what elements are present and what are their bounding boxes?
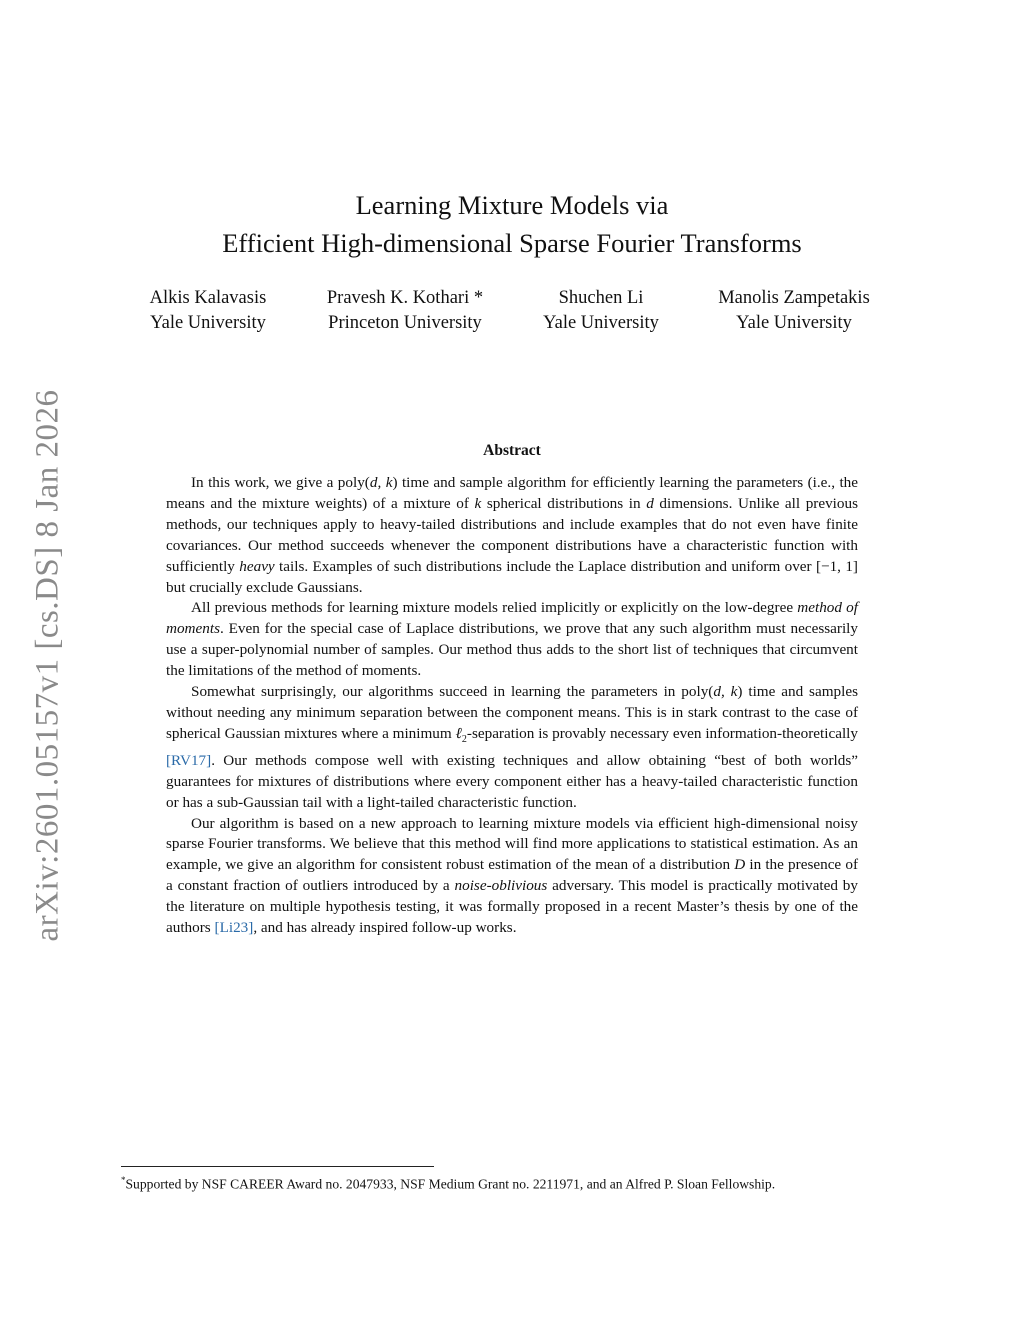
author-affiliation: Princeton University <box>328 313 482 333</box>
author-list <box>0 286 1024 346</box>
citation-link-rv17[interactable]: [RV17] <box>166 751 212 769</box>
author-name: Shuchen Li <box>558 288 644 308</box>
paper-title-line-1: Learning Mixture Models via <box>355 190 669 220</box>
author-block <box>522 286 680 336</box>
author-block <box>696 286 892 336</box>
footnote <box>121 1171 905 1194</box>
abstract-body <box>166 473 858 939</box>
author-name: Manolis Zampetakis <box>718 288 870 308</box>
paper-title <box>0 186 1024 262</box>
paper-title-line-2: Efficient High-dimensional Sparse Fourier Transforms <box>222 228 802 258</box>
abstract-heading: Abstract <box>483 442 541 459</box>
abstract-paragraph: All previous methods for learning mixture models relied implicitly or explicitly on the low-degree method of moments. Even for the special case of Laplace distributions, we prove that any such algorithm must necessarily use a super-polynomial number of samples. Our method thus adds to the short list of techniques that circumvent the limitations of the method of moments. <box>166 599 858 680</box>
arxiv-identifier-stamp <box>16 385 80 945</box>
author-name: Pravesh K. Kothari * <box>326 288 484 308</box>
abstract-paragraph: Our algorithm is based on a new approach to learning mixture models via efficient high-dimensional noisy sparse Fourier transforms. We believe that this method will find more applications to statistical estimation. As an example, we give an algorithm for consistent robust estimation of the mean of a distribution D in the presence of a constant fraction of outliers introduced by a noise-oblivious adversary. This model is practically motivated by the literature on multiple hypothesis testing, it was formally proposed in a recent Master’s thesis by one of the authors [Li23], and has already inspired follow-up works. <box>166 814 858 937</box>
footnote-text: Supported by NSF CAREER Award no. 2047933, NSF Medium Grant no. 2211971, and an Alfred P. Sloan Fellowship. <box>125 1176 776 1192</box>
author-affiliation: Yale University <box>543 313 659 333</box>
citation-link-li23[interactable]: [Li23] <box>214 919 254 937</box>
author-affiliation: Yale University <box>150 313 266 333</box>
author-block <box>130 286 286 336</box>
arxiv-identifier-text: arXiv:2601.05157v1 [cs.DS] 8 Jan 2026 <box>29 389 66 941</box>
abstract-paragraph: Somewhat surprisingly, our algorithms succeed in learning the parameters in poly(d, k) time and samples without needing any minimum separation between the component means. This is in stark contrast to the case of spherical Gaussian mixtures where a minimum ℓ$_2$-separation is provably necessary even information-theoretically [RV17]. Our methods compose well with existing techniques and allow obtaining “best of both worlds” guarantees for mixtures of distributions where every component either has a heavy-tailed characteristic function or has a sub-Gaussian tail with a light-tailed characteristic function. <box>166 683 858 811</box>
author-affiliation: Yale University <box>736 313 852 333</box>
footnote-divider <box>121 1166 434 1167</box>
abstract-paragraph: In this work, we give a poly(d, k) time and sample algorithm for efficiently learning the parameters (i.e., the means and the mixture weights) of a mixture of k spherical distributions in d dimensions. Unlike all previous methods, our techniques apply to heavy-tailed distributions and include examples that do not even have finite covariances. Our method succeeds whenever the component distributions have a characteristic function with sufficiently heavy tails. Examples of such distributions include the Laplace distribution and uniform over [−1, 1] but crucially exclude Gaussians. <box>166 474 859 596</box>
footnote-marker: * <box>121 1175 126 1185</box>
author-block <box>306 286 504 336</box>
author-name: Alkis Kalavasis <box>149 288 267 308</box>
